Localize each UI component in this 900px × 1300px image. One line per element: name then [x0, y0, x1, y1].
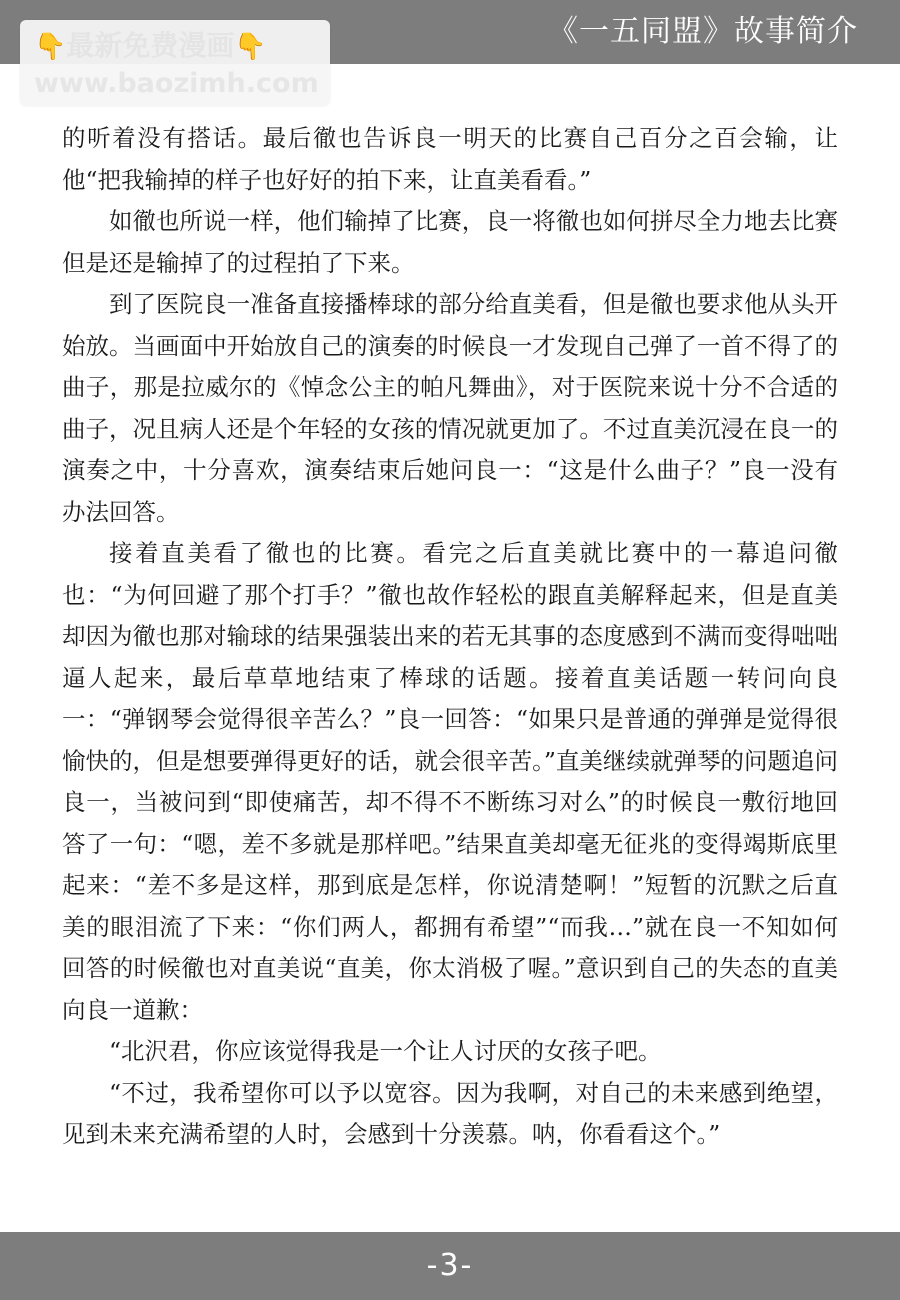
- document-title: 《一五同盟》故事简介: [548, 14, 858, 49]
- paragraph: 如徹也所说一样，他们输掉了比赛，良一将徹也如何拼尽全力地去比赛但是还是输掉了的过程拍了下来。: [62, 207, 838, 277]
- paragraph: 接着直美看了徹也的比赛。看完之后直美就比赛中的一幕追问徹也：“为何回避了那个打手？”徹也故作轻松的跟直美解释起来，但是直美却因为徹也那对输球的结果强装出来的若无其事的态度感到不满而变得咄咄逼人起来，最后草草地结束了棒球的话题。接着直美话题一转问向良一：“弹钢琴会觉得很辛苦么？”良一回答：“如果只是普通的弹弹是觉得很愉快的，但是想要弹得更好的话，就会很辛苦。”直美继续就弹琴的问题追问良一，当被问到“即使痛苦，却不得不不断练习对么”的时候良一敷衍地回答了一句：“嗯，差不多就是那样吧。”结果直美却毫无征兆的变得竭斯底里起来：“差不多是这样，那到底是怎样，你说清楚啊！”短暂的沉默之后直美的眼泪流了下来：“你们两人，都拥有希望”“而我…”就在良一不知如何回答的时候徹也对直美说“直美，你太消极了喔。”意识到自己的失态的直美向良一道歉：: [62, 539, 838, 1024]
- watermark-text: 最新免费漫画: [66, 29, 235, 62]
- paragraph: 到了医院良一准备直接播棒球的部分给直美看，但是徹也要求他从头开始放。当画面中开始放自己的演奏的时候良一才发现自己弹了一首不得了的曲子，那是拉威尔的《悼念公主的帕凡舞曲》，对于医院来说十分不合适的曲子，况且病人还是个年轻的女孩的情况就更加了。不过直美沉浸在良一的演奏之中，十分喜欢，演奏结束后她问良一：“这是什么曲子？”良一没有办法回答。: [62, 290, 838, 526]
- watermark-badge[interactable]: [20, 20, 330, 106]
- paragraph-quote: “北沢君，你应该觉得我是一个让人讨厌的女孩子吧。: [109, 1037, 662, 1065]
- watermark-title-row: [34, 28, 267, 65]
- pointing-down-icon: 👇: [34, 32, 67, 62]
- watermark-url: www.baozimh.com: [34, 68, 319, 99]
- page-number: -3-: [426, 1248, 474, 1283]
- footer-bar: [0, 1232, 900, 1300]
- paragraph-quote: “不过，我希望你可以予以宽容。因为我啊，对自己的未来感到绝望，见到未来充满希望的人时，会感到十分羡慕。呐，你看看这个。”: [62, 1078, 838, 1148]
- story-body: [62, 118, 838, 1156]
- pointing-down-icon: 👇: [234, 32, 267, 62]
- paragraph-continuation: 的听着没有搭话。最后徹也告诉良一明天的比赛自己百分之百会输，让他“把我输掉的样子也好好的拍下来，让直美看看。”: [62, 124, 838, 194]
